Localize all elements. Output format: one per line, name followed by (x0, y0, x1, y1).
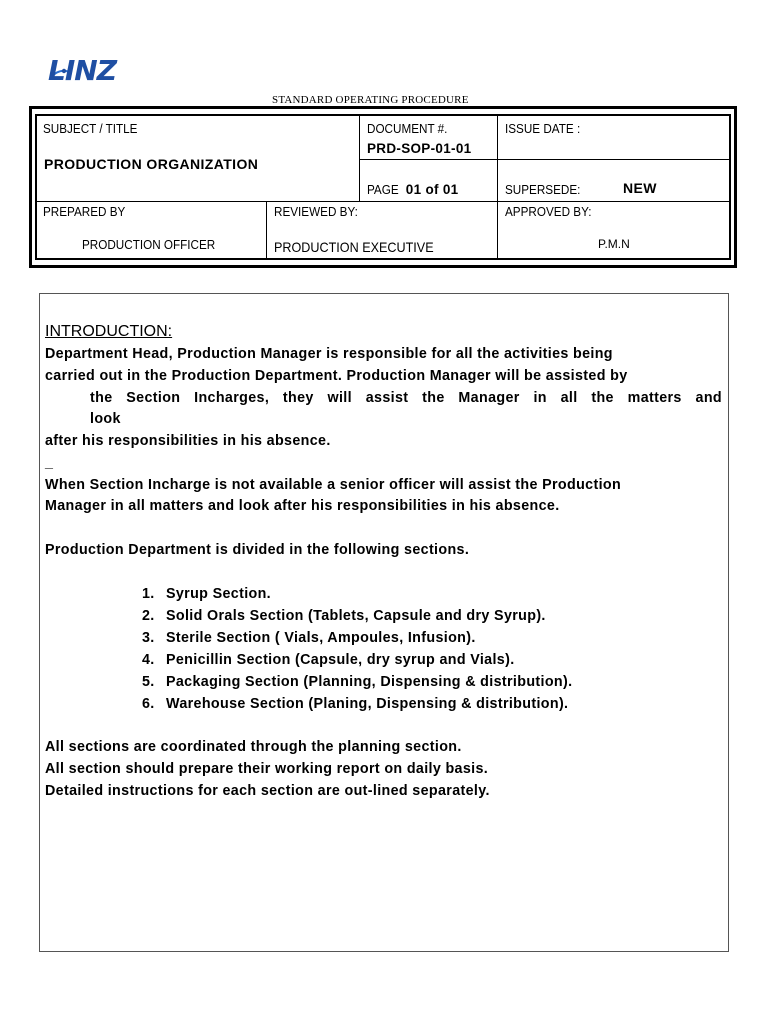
supersede-label: SUPERSEDE: (505, 182, 581, 197)
divider (497, 114, 498, 260)
paragraph-line: All section should prepare their working report on daily basis. (45, 761, 489, 777)
reviewed-by-label: REVIEWED BY: (274, 204, 358, 219)
paragraph-line: carried out in the Production Department. Production Manager will be assisted by (45, 368, 628, 384)
paragraph-line: Department Head, Production Manager is responsible for all the activities being (45, 346, 613, 362)
page-value: 01 of 01 (405, 182, 459, 197)
paragraph-line: Detailed instructions for each section are out-lined separately. (45, 783, 490, 799)
reviewed-by-value: PRODUCTION EXECUTIVE (274, 239, 434, 255)
divider (359, 159, 731, 160)
paragraph-line: the Section Incharges, they will assist the Manager in all the matters and (90, 390, 722, 406)
approved-by-value: P.M.N (598, 237, 630, 251)
approved-by-label: APPROVED BY: (505, 204, 592, 219)
page-field (367, 182, 458, 197)
list-item: 5. Packaging Section (Planning, Dispensing & distribution). (142, 674, 573, 690)
supersede-value: NEW (623, 180, 657, 196)
paragraph-line-justified (90, 390, 722, 406)
list-item: 6. Warehouse Section (Planing, Dispensing & distribution). (142, 696, 569, 712)
introduction-heading: INTRODUCTION: (45, 323, 173, 340)
document-type-title: STANDARD OPERATING PROCEDURE (272, 94, 469, 106)
paragraph-line: Manager in all matters and look after his responsibilities in his absence. (45, 498, 560, 514)
page-label: PAGE (367, 182, 399, 197)
divider (35, 201, 731, 202)
issue-date-label: ISSUE DATE : (505, 121, 581, 136)
document-label: DOCUMENT #. (367, 121, 448, 136)
list-item: 1. Syrup Section. (142, 586, 271, 602)
document-value: PRD-SOP-01-01 (367, 141, 472, 156)
subject-value: PRODUCTION ORGANIZATION (44, 156, 259, 172)
stray-mark: _ (45, 455, 54, 471)
logo-text: LINZ (48, 54, 116, 87)
company-logo (48, 54, 128, 88)
paragraph-line: look (90, 411, 121, 427)
prepared-by-label: PREPARED BY (43, 204, 126, 219)
paragraph-line: Production Department is divided in the following sections. (45, 542, 470, 558)
divider (266, 201, 267, 260)
divider (359, 114, 360, 202)
paragraph-line: after his responsibilities in his absence. (45, 433, 331, 449)
paragraph-line: When Section Incharge is not available a senior officer will assist the Production (45, 477, 622, 493)
subject-label: SUBJECT / TITLE (43, 121, 138, 136)
prepared-by-value: PRODUCTION OFFICER (82, 237, 216, 252)
paragraph-line: All sections are coordinated through the planning section. (45, 739, 462, 755)
list-item: 3. Sterile Section ( Vials, Ampoules, Infusion). (142, 630, 476, 646)
list-item: 4. Penicillin Section (Capsule, dry syrup and Vials). (142, 652, 515, 668)
list-item: 2. Solid Orals Section (Tablets, Capsule and dry Syrup). (142, 608, 546, 624)
